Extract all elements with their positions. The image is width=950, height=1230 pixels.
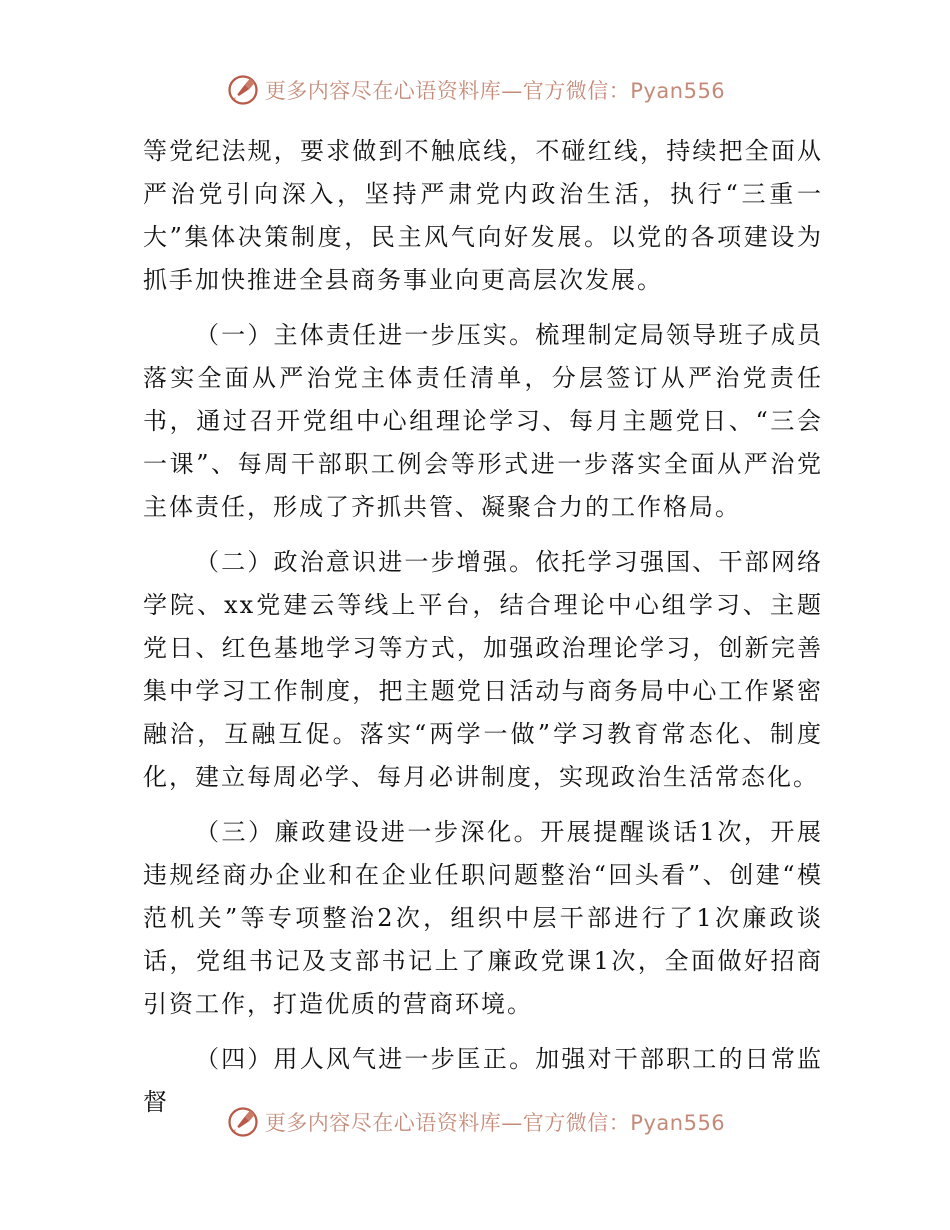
pen-nib-logo-icon [225, 72, 261, 108]
header-banner-text: 更多内容尽在心语资料库—官方微信：Pyan556 [264, 79, 726, 103]
paragraph-section-3: （三）廉政建设进一步深化。开展提醒谈话1次，开展违规经商办企业和在企业任职问题整治“回头看”、创建“模范机关”等专项整治2次，组织中层干部进行了1次廉政谈话，党组书记及支部书记上了廉政党课1次，全面做好招商引资工作，打造优质的营商环境。 [143, 818, 823, 1018]
pen-nib-logo-icon [225, 1104, 261, 1140]
paragraph-section-1: （一）主体责任进一步压实。梳理制定局领导班子成员落实全面从严治党主体责任清单，分层签订从严治党责任书，通过召开党组中心组理论学习、每月主题党日、“三会一课”、每周干部职工例会等形式进一步落实全面从严治党主体责任，形成了齐抓共管、凝聚合力的工作格局。 [143, 321, 823, 521]
paragraph-continuation: 等党纪法规，要求做到不触底线，不碰红线，持续把全面从严治党引向深入，坚持严肃党内政治生活，执行“三重一大”集体决策制度，民主风气向好发展。以党的各项建设为抓手加快推进全县商务事业向更高层次发展。 [143, 137, 823, 294]
document-body [143, 130, 823, 1136]
paragraph-section-4: （四）用人风气进一步匡正。加强对干部职工的日常监督 [143, 1045, 823, 1116]
footer-banner-text: 更多内容尽在心语资料库—官方微信：Pyan556 [264, 1111, 726, 1135]
paragraph-section-2: （二）政治意识进一步增强。依托学习强国、干部网络学院、xx党建云等线上平台，结合理论中心组学习、主题党日、红色基地学习等方式，加强政治理论学习，创新完善集中学习工作制度，把主题党日活动与商务局中心工作紧密融洽，互融互促。落实“两学一做”学习教育常态化、制度化，建立每周必学、每月必讲制度，实现政治生活常态化。 [143, 548, 823, 791]
footer-watermark-banner [0, 1102, 950, 1142]
header-watermark-banner [0, 70, 950, 110]
